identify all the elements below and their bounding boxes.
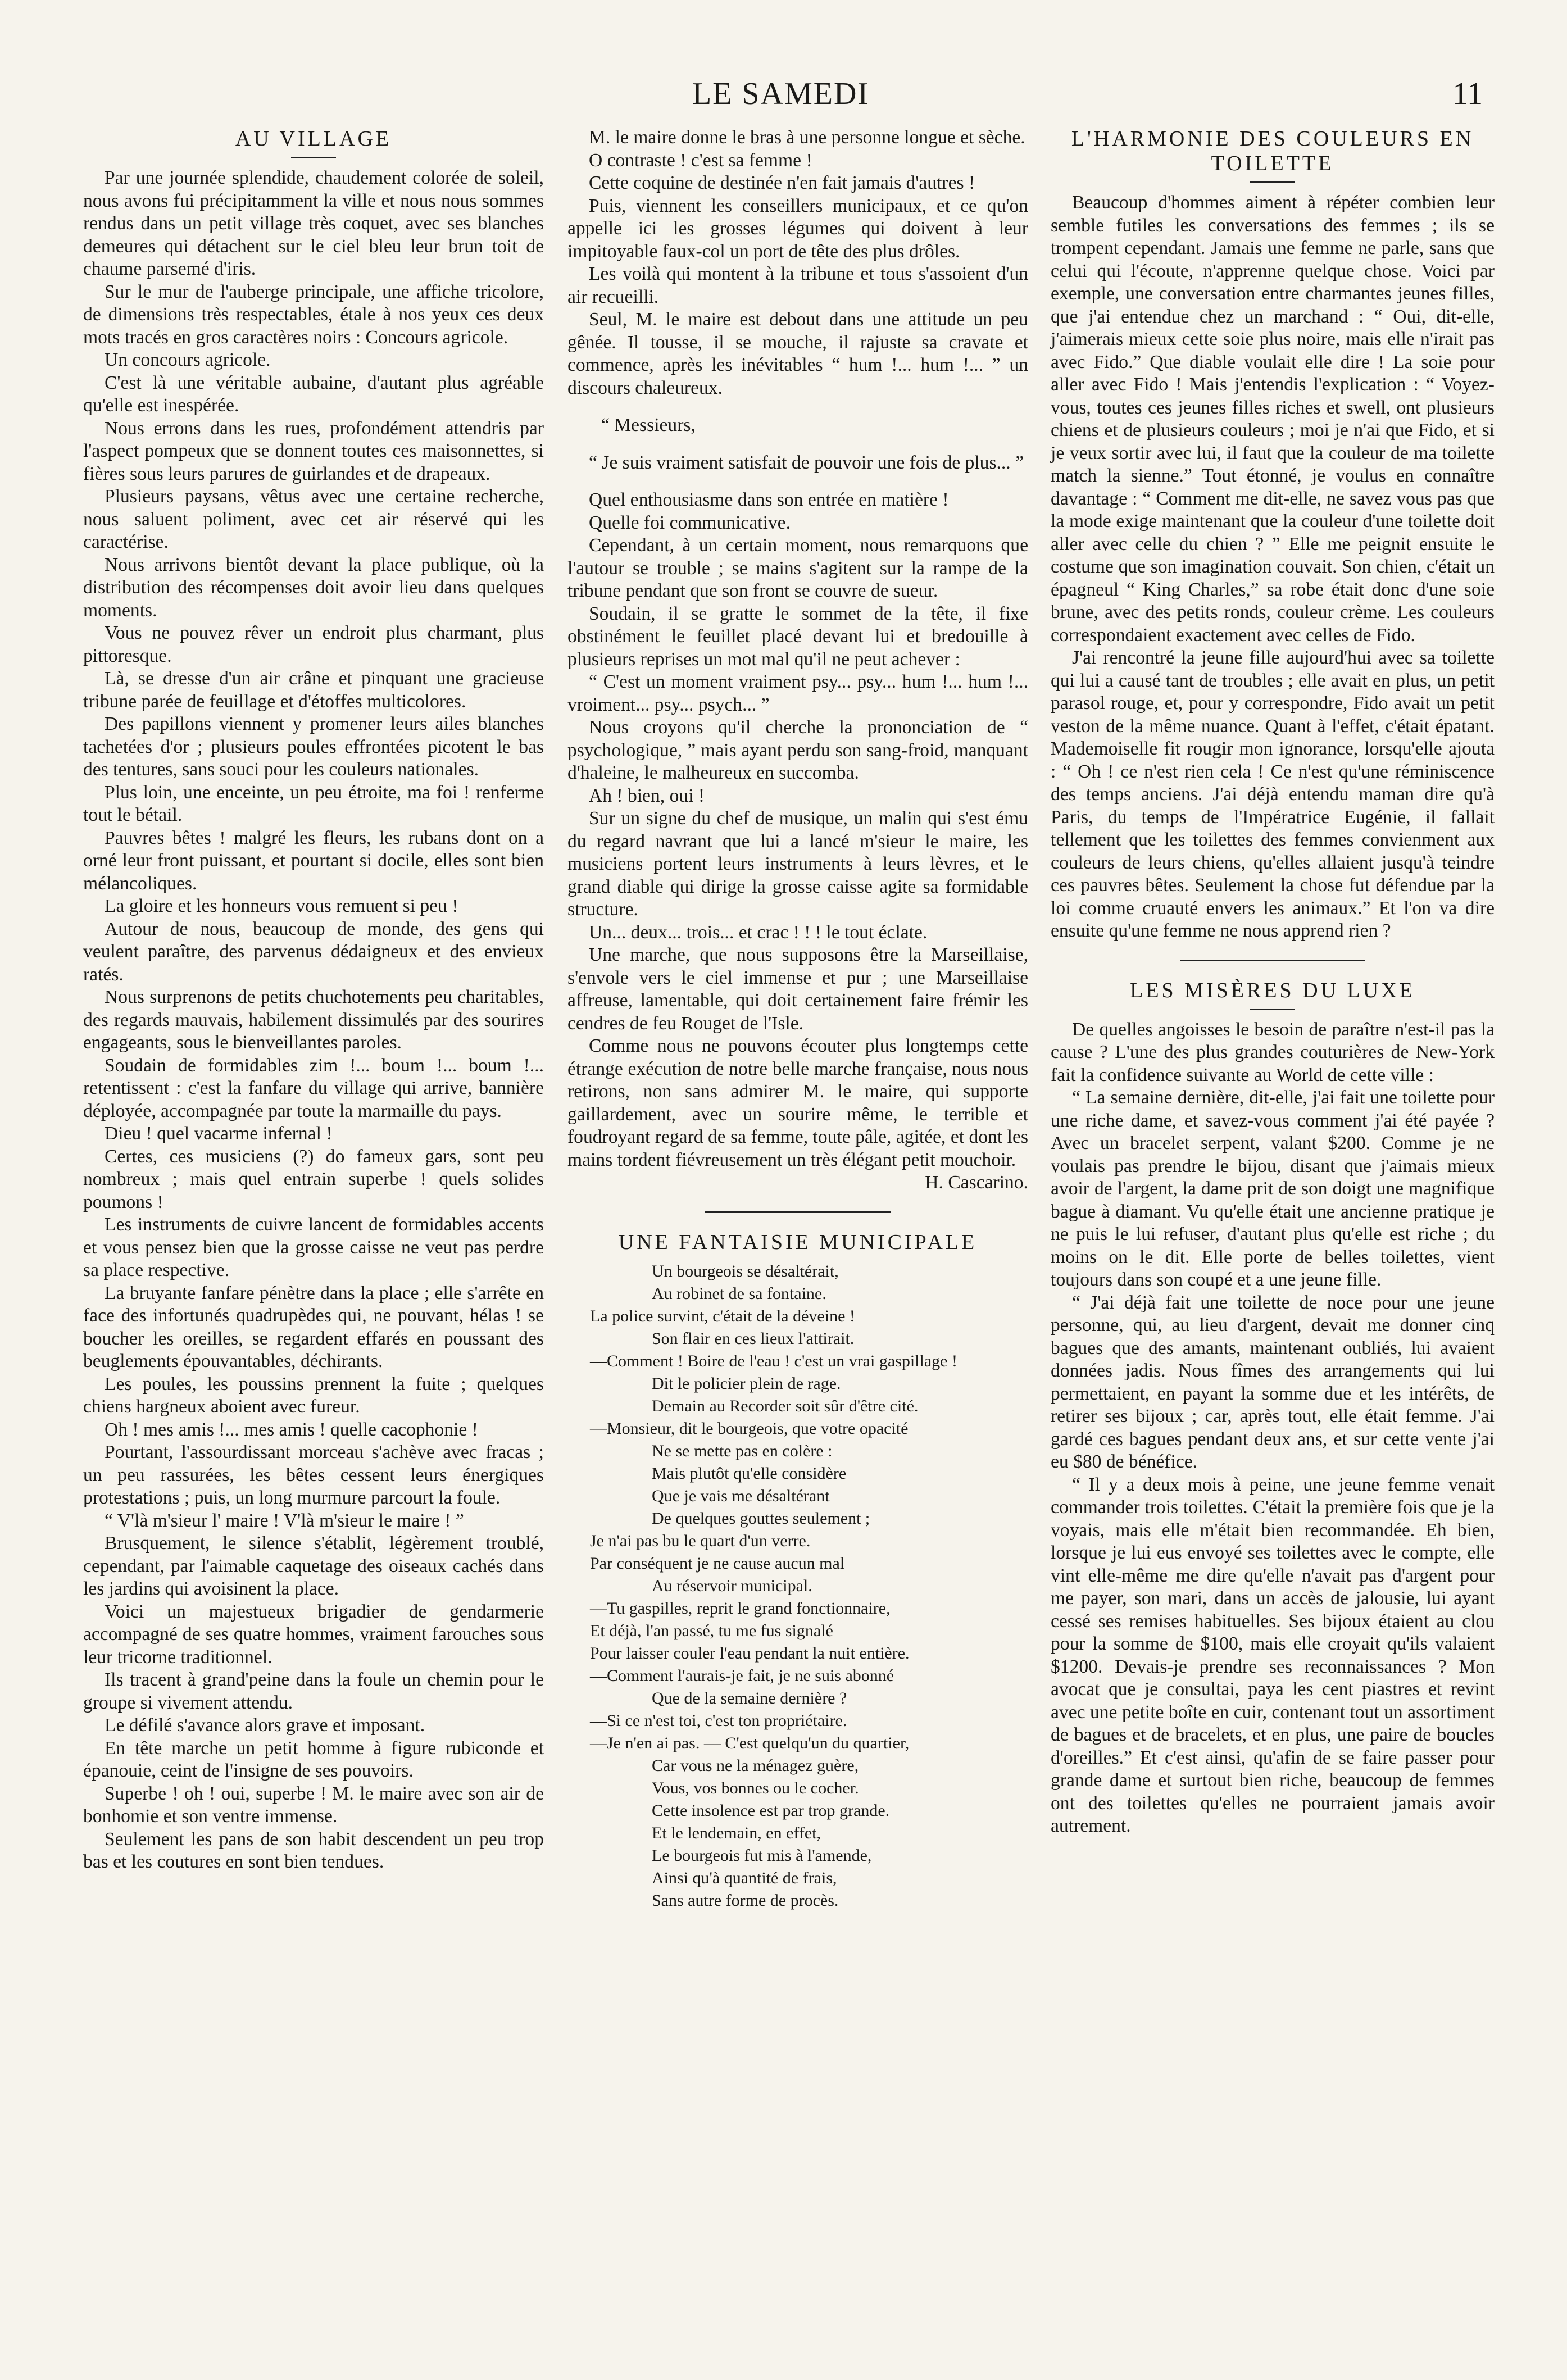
- heading-rule: [1250, 1009, 1295, 1010]
- paragraph: Cette coquine de destinée n'en fait jamais d'autres !: [589, 172, 975, 193]
- paragraph: Cependant, à un certain moment, nous remarquons que l'autour se trouble ; se mains s'agitent sur la rampe de la tribune pendant que son front se couvre de sueur.: [567, 535, 1028, 601]
- paragraph: Nous croyons qu'il cherche la prononciation de “ psychologique, ” mais ayant perdu son sang-froid, manquant d'haleine, le malheureux en succomba.: [567, 717, 1028, 783]
- paragraph: Seul, M. le maire est debout dans une attitude un peu gênée. Il tousse, il se mouche, il rajuste sa cravate et commence, après les inévitables “ hum !... hum !... ” un discours chaleureux.: [567, 309, 1028, 398]
- section-rule: [705, 1211, 891, 1213]
- paragraph: “ Il y a deux mois à peine, une jeune femme venait commander trois toilettes. C'était la première fois que je la voyais, mais elle m'était bien recommandée. Eh bien, lorsque je lui eus envoyé ses toilettes avec le compte, elle vint elle-même me dire qu'elle n'avait pas d'argent pour me payer, son mari, dans un accès de jalousie, lui ayant cessé ses remises habituelles. Ses bijoux étaient au clou pour la somme de $100, mais elle croyait qu'ils valaient $1200. Devais-je prendre ses reconnaissances ? Mon avocat que je consultai, paya les cent piastres et revint avec une petite boîte en cuir, contenant tout un assortiment de bagues et de bracelets, et en plus, une paire de boucles d'oreilles.” Et c'est ainsi, qu'afin de se faire passer pour grande dame et surtout bien riche, beaucoup de femmes ont des toilettes qu'elles ne pourraient jamais avoir autrement.: [1051, 1474, 1495, 1836]
- speech-line: “ Messieurs,: [601, 415, 696, 435]
- paragraph: Brusquement, le silence s'établit, légèrement troublé, cependant, par l'aimable caquetage des oiseaux cachés dans les jardins qui avoisinent la place.: [83, 1533, 544, 1599]
- paragraph: Soudain, il se gratte le sommet de la tête, il fixe obstinément le feuillet placé devant lui et bredouille à plusieurs reprises un mot mal qu'il ne peut achever :: [567, 603, 1028, 670]
- poem-line: Vous, vos bonnes ou le cocher.: [652, 1778, 859, 1797]
- paragraph: Comme nous ne pouvons écouter plus longtemps cette étrange exécution de notre belle marche française, nous nous retirons, non sans admirer M. le maire, qui supporte gaillardement, avec un sourire même, le terrible et foudroyant regard de sa femme, toute pâle, agitée, et dont les mains tordent fiévreusement un très élégant petit mouchoir.: [567, 1035, 1028, 1170]
- article-body: [83, 167, 544, 1874]
- paragraph: Certes, ces musiciens (?) do fameux gars, sont peu nombreux ; mais quel entrain superbe ! quels solides poumons !: [83, 1146, 544, 1212]
- article-body: [1051, 1019, 1495, 1838]
- paragraph: Par une journée splendide, chaudement colorée de soleil, nous avons fui précipitamment la ville et nous nous sommes rendus dans un petit village très coquet, avec ses blanches demeures qui détachent sur le ciel bleu leur brun toit de chaume parsemé d'iris.: [83, 167, 544, 279]
- paragraph: Beaucoup d'hommes aiment à répéter combien leur semble futiles les conversations des femmes ; ils se trompent cependant. Jamais une femme ne parle, sans que celui qui l'écoute, n'apprenne quelque chose. Voici par exemple, une conversation entre charmantes jeunes filles, que j'ai entendue chez un marchand : “ Oui, dit-elle, j'aimerais mieux cette soie plus noire, mais elle n'irait pas avec Fido.” Que diable voulait elle dire ! La soie pour aller avec Fido ! Mais j'entendis l'explication : “ Voyez-vous, toutes ces jeunes filles riches et swell, ont plusieurs chiens et de plusieurs couleurs ; moi je n'ai que Fido, et si je veux sortir avec lui, il faut que la couleur de ma toilette match la sienne.” Tout étonné, je voulus en connaître davantage : “ Comment me dit-elle, ne savez vous pas que la mode exige maintenant que la couleur d'une toilette doit aller avec celle du chien ? ” Elle me peignit ensuite le costume que son imagination couvait. Son chien, c'était un épagneul “ King Charles,” sa robe était donc d'une soie brune, avec des petits ronds, couleur crème. Les couleurs correspondaient exactement avec celles de Fido.: [1051, 192, 1495, 646]
- paragraph: Plus loin, une enceinte, un peu étroite, ma foi ! renferme tout le bétail.: [83, 782, 544, 825]
- article-heading: L'HARMONIE DES COULEURS EN TOILETTE: [1071, 127, 1474, 175]
- paragraph: M. le maire donne le bras à une personne longue et sèche.: [589, 127, 1025, 148]
- paragraph: En tête marche un petit homme à figure rubiconde et épanouie, ceint de l'insigne de ses pouvoirs.: [83, 1737, 544, 1781]
- paragraph: Puis, viennent les conseillers municipaux, et ce qu'on appelle ici les grosses légumes qui doivent à leur impitoyable faux-col un port de tête des plus drôles.: [567, 195, 1028, 262]
- paragraph: Autour de nous, beaucoup de monde, des gens qui veulent paraître, des parvenus dédaigneux et des envieux ratés.: [83, 918, 544, 985]
- poem-line: Le bourgeois fut mis à l'amende,: [652, 1846, 872, 1865]
- poem-line: —Si ce n'est toi, c'est ton propriétaire.: [590, 1711, 847, 1730]
- paragraph: Vous ne pouvez rêver un endroit plus charmant, plus pittoresque.: [83, 623, 544, 666]
- poem: [567, 1260, 1028, 1912]
- page-number: 11: [1452, 76, 1483, 111]
- poem-line: —Monsieur, dit le bourgeois, que votre opacité: [590, 1419, 909, 1438]
- poem-line: Dit le policier plein de rage.: [652, 1374, 841, 1393]
- section-rule: [1180, 960, 1365, 961]
- paragraph: Les voilà qui montent à la tribune et tous s'assoient d'un air recueilli.: [567, 264, 1028, 307]
- paragraph: Voici un majestueux brigadier de gendarmerie accompagné de ses quatre hommes, vraiment farouches sous leur tricorne traditionnel.: [83, 1601, 544, 1668]
- poem-line: Mais plutôt qu'elle considère: [652, 1464, 847, 1483]
- paragraph: Quelle foi communicative.: [589, 512, 791, 533]
- paragraph: Superbe ! oh ! oui, superbe ! M. le maire avec son air de bonhomie et son ventre immense.: [83, 1783, 544, 1827]
- paragraph: “ La semaine dernière, dit-elle, j'ai fait une toilette pour une riche dame, et savez-vous comment j'ai été payée ? Avec un bracelet serpent, valant $200. Comme je ne voulais pas prendre le bijou, disant que j'aimais mieux avoir de l'argent, la dame prit de son doigt une magnifique bague à diamant. Vu qu'elle était une ancienne pratique je ne puis le lui refuser, d'autant plus qu'elle est riche ; du moins on le dit. Elle porte de belles toilettes, vient toujours dans son coupé et a une jeune fille.: [1051, 1087, 1495, 1290]
- paragraph: De quelles angoisses le besoin de paraître n'est-il pas la cause ? L'une des plus grandes couturières de New-York fait la confidence suivante au World de cette ville :: [1051, 1019, 1495, 1085]
- poem-line: Je n'ai pas bu le quart d'un verre.: [590, 1531, 811, 1550]
- poem-line: La police survint, c'était de la déveine !: [590, 1306, 855, 1325]
- paragraph: Ils tracent à grand'peine dans la foule un chemin pour le groupe si vivement attendu.: [83, 1669, 544, 1713]
- paragraph: Sur le mur de l'auberge principale, une affiche tricolore, de dimensions très respectables, étale à nos yeux ces deux mots tracés en gros caractères noirs : Concours agricole.: [83, 281, 544, 348]
- heading-rule: [291, 157, 336, 158]
- paragraph: C'est là une véritable aubaine, d'autant plus agréable qu'elle est inespérée.: [83, 372, 544, 416]
- poem-heading: UNE FANTAISIE MUNICIPALE: [618, 1230, 978, 1254]
- paragraph: “ C'est un moment vraiment psy... psy... hum !... hum !... vroiment... psy... psych... ”: [567, 671, 1028, 715]
- paragraph: “ V'là m'sieur l' maire ! V'là m'sieur le maire ! ”: [105, 1510, 464, 1531]
- newspaper-title: LE SAMEDI: [692, 76, 870, 111]
- paragraph: Une marche, que nous supposons être la Marseillaise, s'envole vers le ciel immense et pur ; une Marseillaise affreuse, lamentable, qui doit certainement faire frémir les cendres de feu Rouget de l'Isle.: [567, 944, 1028, 1034]
- paragraph: Seulement les pans de son habit descendent un peu trop bas et les coutures en sont bien tendues.: [83, 1828, 544, 1872]
- paragraph: La gloire et les honneurs vous remuent si peu !: [105, 896, 458, 916]
- paragraph: Pauvres bêtes ! malgré les fleurs, les rubans dont on a orné leur front puissant, et pourtant si docile, elles sont bien mélancoliques.: [83, 827, 544, 894]
- paragraph: Sur un signe du chef de musique, un malin qui s'est ému du regard navrant que lui a lancé m'sieur le maire, les musiciens portent leurs instruments à leurs lèvres, et le grand diable qui dirige la grosse caisse agite sa formidable structure.: [567, 808, 1028, 920]
- poem-line: Et le lendemain, en effet,: [652, 1823, 821, 1842]
- paragraph: Nous errons dans les rues, profondément attendris par l'aspect pompeux que se donnent toutes ces maisonnettes, si fières sous leurs parures de guirlandes et de drapeaux.: [83, 417, 544, 484]
- poem-line: De quelques gouttes seulement ;: [652, 1509, 870, 1528]
- paragraph: Oh ! mes amis !... mes amis ! quelle cacophonie !: [105, 1419, 478, 1440]
- article-body: [1051, 192, 1495, 943]
- page-header: [79, 76, 1483, 115]
- paragraph: Quel enthousiasme dans son entrée en matière !: [589, 489, 949, 510]
- paragraph: La bruyante fanfare pénètre dans la place ; elle s'arrête en face des infortunés quadrupèdes qui, ne pouvant, hélas ! se boucher les oreilles, se regardent effarés en poussant des beuglements épouvantables, déchirants.: [83, 1282, 544, 1371]
- poem-line: —Comment ! Boire de l'eau ! c'est un vrai gaspillage !: [590, 1351, 957, 1370]
- column-right: [1051, 126, 1495, 1838]
- paragraph: Là, se dresse d'un air crâne et pinquant une gracieuse tribune parée de feuillage et d'étoffes multicolores.: [83, 668, 544, 712]
- poem-line: Que de la semaine dernière ?: [652, 1688, 847, 1707]
- heading-rule: [1250, 181, 1295, 183]
- poem-line: Demain au Recorder soit sûr d'être cité.: [652, 1396, 919, 1415]
- paragraph: J'ai rencontré la jeune fille aujourd'hui avec sa toilette qui lui a causé tant de troubles ; elle avait en plus, un petit parasol rouge, et, pour y correspondre, Fido avait un petit veston de la même nuance. Quant à l'effet, c'était épatant. Mademoiselle fit rougir mon ignorance, lorsqu'elle ajouta : “ Oh ! ce n'est rien cela ! Ce n'est qu'une réminiscence des temps anciens. J'ai déjà entendu maman dire qu'à Paris, du temps de l'Impératrice Eugénie, il fallait tellement que les toilettes des femmes convienment aux couleurs de leurs chiens, qu'elles allaient jusqu'à teindre ces pauvres bêtes. Seulement la chose fut défendue par la loi comme cruauté envers les animaux.” Et l'on va dire ensuite qu'une femme ne nous apprend rien ?: [1051, 647, 1495, 941]
- poem-line: Pour laisser couler l'eau pendant la nuit entière.: [590, 1643, 910, 1663]
- column-au-village: [83, 126, 544, 1874]
- speech-line: “ Je suis vraiment satisfait de pouvoir une fois de plus... ”: [589, 452, 1024, 473]
- poem-line: Que je vais me désaltérant: [652, 1486, 830, 1505]
- paragraph: Nous arrivons bientôt devant la place publique, où la distribution des récompenses doit avoir lieu dans quelques moments.: [83, 554, 544, 621]
- poem-line: Son flair en ces lieux l'attirait.: [652, 1329, 855, 1348]
- paragraph: Des papillons viennent y promener leurs ailes blanches tachetées d'or ; plusieurs poules effrontées picotent le bas des tentures, sans souci pour les couleurs nationales.: [83, 714, 544, 780]
- poem-line: —Comment l'aurais-je fait, je ne suis abonné: [590, 1666, 894, 1685]
- poem-line: Un bourgeois se désaltérait,: [652, 1261, 839, 1280]
- paragraph: Un concours agricole.: [105, 349, 271, 370]
- poem-line: Sans autre forme de procès.: [652, 1891, 839, 1910]
- poem-line: Ainsi qu'à quantité de frais,: [652, 1868, 837, 1887]
- paragraph: Les instruments de cuivre lancent de formidables accents et vous pensez bien que la grosse caisse ne veut pas perdre sa place respective.: [83, 1214, 544, 1280]
- column-middle: [567, 126, 1028, 1912]
- poem-line: Par conséquent je ne cause aucun mal: [590, 1554, 845, 1573]
- paragraph: Les poules, les poussins prennent la fuite ; quelques chiens hargneux aboient avec fureur.: [83, 1373, 544, 1417]
- poem-line: Et déjà, l'an passé, tu me fus signalé: [590, 1621, 833, 1640]
- poem-line: Au robinet de sa fontaine.: [652, 1284, 826, 1303]
- poem-line: Ne se mette pas en colère :: [652, 1441, 833, 1460]
- paragraph: Dieu ! quel vacarme infernal !: [105, 1123, 333, 1144]
- paragraph: “ J'ai déjà fait une toilette de noce pour une jeune personne, qui, au lieu d'argent, devait me donner cinq bagues que des amants, maintenant oubliés, lui avaient données jadis. Nous fîmes des arrangements qui lui permettaient, en payant la somme due et les intérêts, de retirer ses bijoux ; car, après tout, elle était femme. J'ai gardé ces bagues pendant deux ans, et sur cette vente j'ai eu $80 de bénéfice.: [1051, 1292, 1495, 1472]
- paragraph: O contraste ! c'est sa femme !: [589, 149, 812, 171]
- paragraph: Le défilé s'avance alors grave et imposant.: [105, 1715, 425, 1736]
- poem-line: —Tu gaspilles, reprit le grand fonctionnaire,: [590, 1598, 891, 1618]
- poem-line: Cette insolence est par trop grande.: [652, 1801, 890, 1820]
- poem-line: Au réservoir municipal.: [652, 1576, 812, 1595]
- article-heading: AU VILLAGE: [235, 127, 392, 151]
- poem-line: Car vous ne la ménagez guère,: [652, 1756, 859, 1775]
- article-signature: H. Cascarino.: [925, 1172, 1028, 1193]
- paragraph: Nous surprenons de petits chuchotements peu charitables, des regards mauvais, habilement dissimulés par des sourires engageants, sous le bienveillantes paroles.: [83, 987, 544, 1053]
- paragraph: Plusieurs paysans, vêtus avec une certaine recherche, nous saluent poliment, avec cet air réservé qui les caractérise.: [83, 486, 544, 552]
- paragraph: Un... deux... trois... et crac ! ! ! le tout éclate.: [589, 921, 928, 943]
- article-body-continued: [567, 126, 1028, 399]
- paragraph: Ah ! bien, oui !: [589, 785, 705, 806]
- poem-line: —Je n'en ai pas. — C'est quelqu'un du quartier,: [590, 1733, 910, 1752]
- article-body-continued: [567, 489, 1028, 1171]
- paragraph: Soudain de formidables zim !... boum !... boum !... retentissent : c'est la fanfare du village qui arrive, bannière déployée, accompagnée par toute la marmaille du pays.: [83, 1055, 544, 1121]
- article-heading: LES MISÈRES DU LUXE: [1130, 978, 1415, 1002]
- paragraph: Pourtant, l'assourdissant morceau s'achève avec fracas ; un peu rassurées, les bêtes cessent leurs énergiques protestations ; puis, un long murmure parcourt la foule.: [83, 1442, 544, 1508]
